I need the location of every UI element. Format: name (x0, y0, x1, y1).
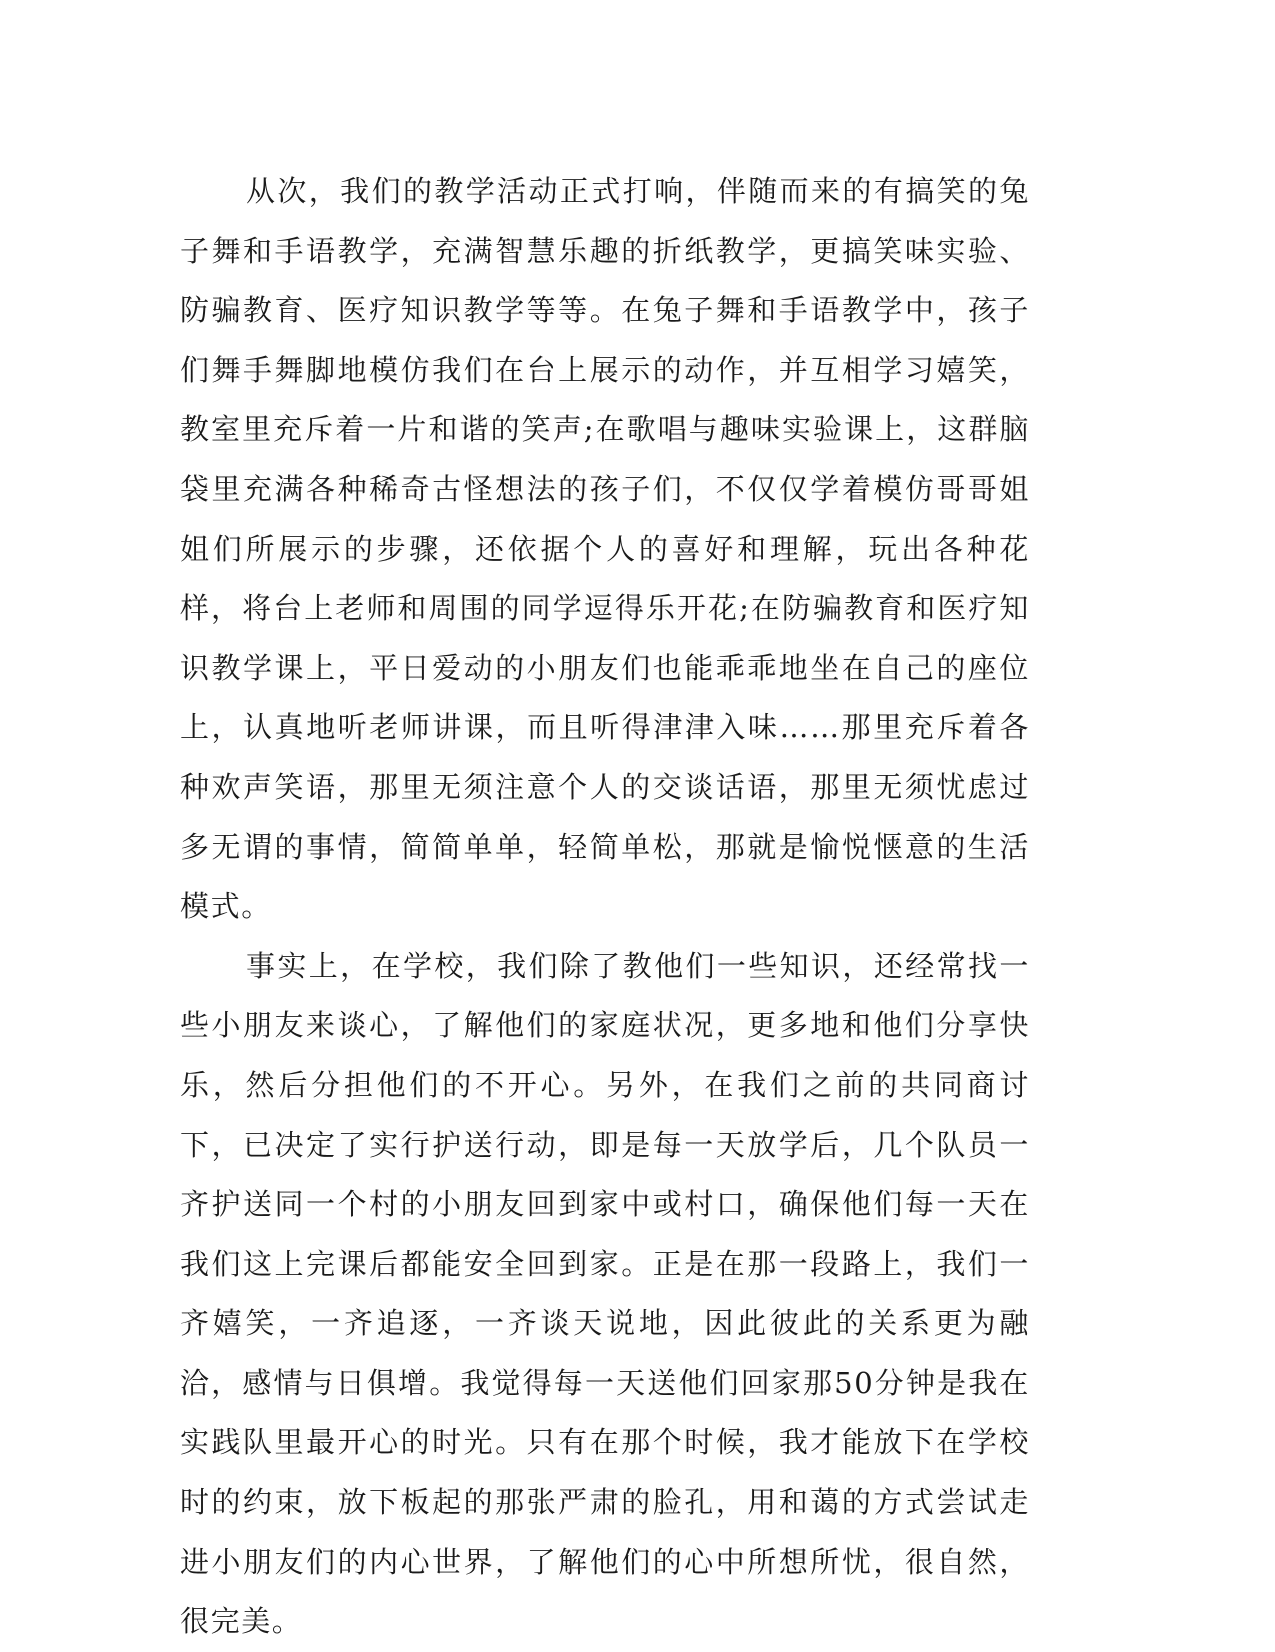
document-body (180, 162, 1030, 1652)
paragraph-teaching-activities: 从次，我们的教学活动正式打响，伴随而来的有搞笑的兔子舞和手语教学，充满智慧乐趣的折纸教学，更搞笑味实验、防骗教育、医疗知识教学等等。在兔子舞和手语教学中，孩子们舞手舞脚地模仿我们在台上展示的动作，并互相学习嬉笑，教室里充斥着一片和谐的笑声;在歌唱与趣味实验课上，这群脑袋里充满各种稀奇古怪想法的孩子们，不仅仅学着模仿哥哥姐姐们所展示的步骤，还依据个人的喜好和理解，玩出各种花样，将台上老师和周围的同学逗得乐开花;在防骗教育和医疗知识教学课上，平日爱动的小朋友们也能乖乖地坐在自己的座位上，认真地听老师讲课，而且听得津津入味……那里充斥着各种欢声笑语，那里无须注意个人的交谈话语，那里无须忧虑过多无谓的事情，简简单单，轻简单松，那就是愉悦惬意的生活模式。 (180, 174, 1030, 924)
paragraph-escort-action: 事实上，在学校，我们除了教他们一些知识，还经常找一些小朋友来谈心，了解他们的家庭状况，更多地和他们分享快乐，然后分担他们的不开心。另外，在我们之前的共同商讨下，已决定了实行护送行动，即是每一天放学后，几个队员一齐护送同一个村的小朋友回到家中或村口，确保他们每一天在我们这上完课后都能安全回到家。正是在那一段路上，我们一齐嬉笑，一齐追逐，一齐谈天说地，因此彼此的关系更为融洽，感情与日俱增。我觉得每一天送他们回家那50分钟是我在实践队里最开心的时光。只有在那个时候，我才能放下在学校时的约束，放下板起的那张严肃的脸孔，用和蔼的方式尝试走进小朋友们的内心世界，了解他们的心中所想所忧，很自然，很完美。 (180, 948, 1030, 1639)
